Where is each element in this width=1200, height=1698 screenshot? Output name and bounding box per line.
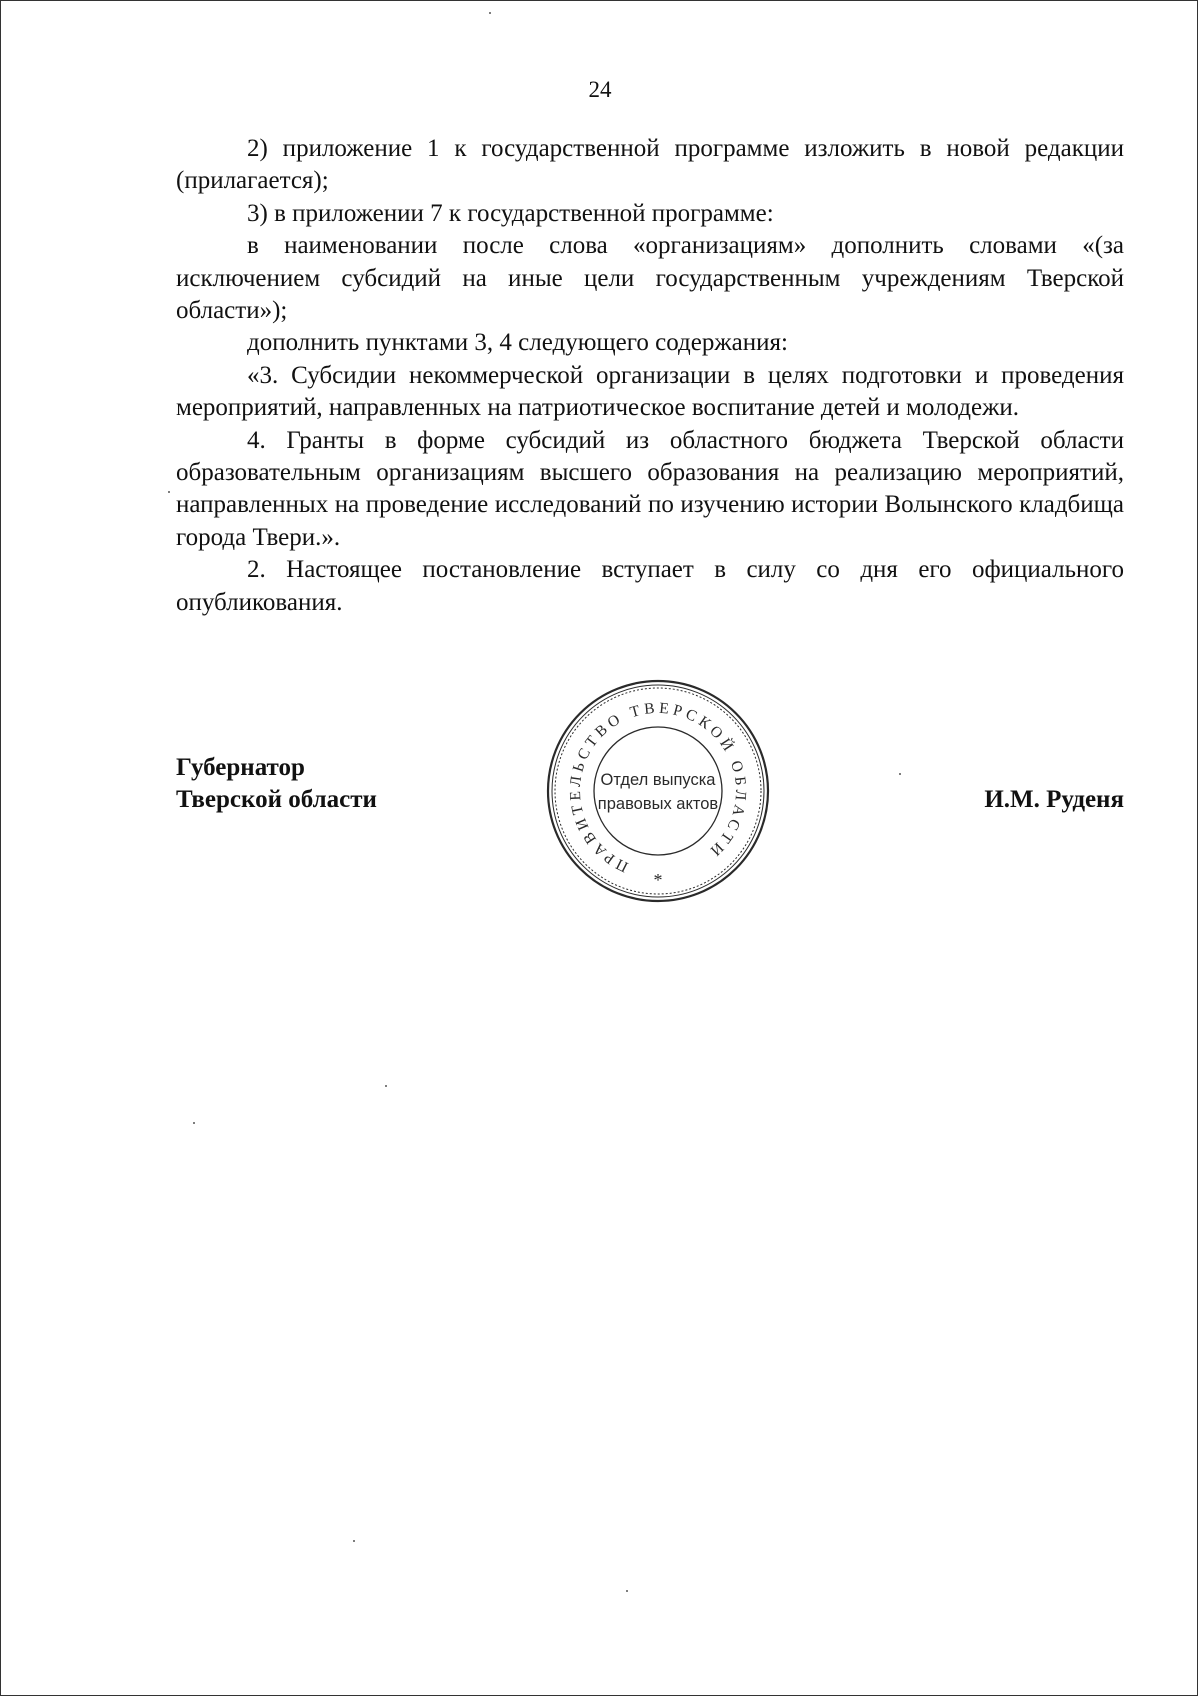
- stamp-center-line1: Отдел выпуска: [600, 771, 716, 789]
- paragraph-appendix-7: 3) в приложении 7 к государственной программе:: [247, 199, 774, 227]
- stamp-star: *: [653, 870, 663, 890]
- signatory-title: Губернатор: [176, 754, 305, 781]
- paragraph-effective-date: 2. Настоящее постановление вступает в силу со дня его официального опубликования.: [176, 556, 1124, 616]
- scan-speck: [385, 1085, 387, 1087]
- paragraph-title-amendment: в наименовании после слова «организациям» дополнить словами «(за исключением субсидий на иные цели государственным учреждениям Тверской области»);: [176, 232, 1124, 325]
- scan-speck: [168, 491, 170, 493]
- scan-speck: [489, 12, 491, 14]
- paragraph-appendix-1: 2) приложение 1 к государственной программе изложить в новой редакции (прилагается);: [176, 135, 1124, 195]
- document-body: [176, 133, 1124, 619]
- stamp-center-line2: правовых актов: [597, 795, 719, 813]
- signatory-name: И.М. Руденя: [984, 786, 1124, 813]
- official-stamp: [543, 676, 773, 906]
- scan-speck: [193, 1122, 195, 1124]
- signatory-region: Тверской области: [176, 786, 377, 813]
- page-number: 24: [588, 77, 612, 102]
- scan-speck: [899, 773, 901, 775]
- paragraph-add-points: дополнить пунктами 3, 4 следующего содержания:: [247, 329, 788, 357]
- paragraph-point-4: 4. Гранты в форме субсидий из областного бюджета Тверской области образовательным организациям высшего образования на реализацию мероприятий, направленных на проведение исследований по изучению истории Волынского кладбища города Твери.».: [176, 426, 1124, 551]
- stamp-ring-text: ПРАВИТЕЛЬСТВО ТВЕРСКОЙ ОБЛАСТИ: [566, 699, 750, 876]
- scan-speck: [353, 1540, 355, 1542]
- signatory-position: [176, 752, 377, 816]
- scan-speck: [626, 1590, 628, 1592]
- paragraph-point-3: «3. Субсидии некоммерческой организации в целях подготовки и проведения мероприятий, направленных на патриотическое воспитание детей и молодежи.: [176, 361, 1124, 422]
